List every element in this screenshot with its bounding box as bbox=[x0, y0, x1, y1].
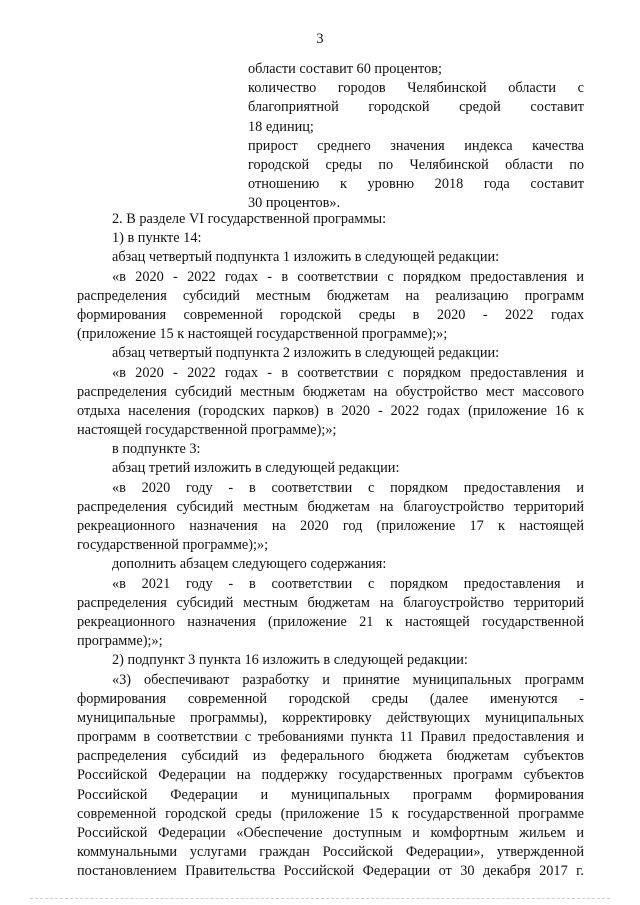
body-line: распределения субсидий местным бюджетам на реализацию программ bbox=[77, 287, 584, 304]
body-line: 1) в пункте 14: bbox=[112, 230, 202, 247]
body-line: 2) подпункт 3 пункта 16 изложить в следующей редакции: bbox=[112, 652, 468, 669]
body-line: формирования современной городской среды (далее именуются - bbox=[77, 690, 584, 707]
body-line: рекреационного назначения на 2020 год (приложение 17 к настоящей bbox=[77, 518, 584, 534]
body-line: программе);»; bbox=[77, 633, 163, 650]
quote-line: 30 процентов». bbox=[248, 195, 341, 212]
body-line: «в 2020 - 2022 годах - в соответствии с порядком предоставления и bbox=[112, 268, 584, 285]
quote-line: 18 единиц; bbox=[248, 118, 314, 135]
quote-line: городской среды по Челябинской области по bbox=[248, 156, 584, 173]
page-number: 3 bbox=[316, 31, 324, 47]
body-line: «в 2020 - 2022 годах - в соответствии с порядком предоставления и bbox=[112, 364, 584, 381]
page-bottom-edge bbox=[30, 898, 610, 899]
body-line: государственной программе);»; bbox=[77, 537, 269, 554]
body-line: рекреационного назначения (приложение 21 к настоящей государственной bbox=[77, 613, 584, 630]
body-line: абзац четвертый подпункта 2 изложить в следующей редакции: bbox=[112, 345, 500, 362]
body-line: «3) обеспечивают разработку и принятие муниципальных программ bbox=[112, 671, 584, 688]
body-line: «в 2021 году - в соответствии с порядком предоставления и bbox=[112, 575, 584, 592]
document-body bbox=[77, 210, 584, 882]
body-line: Российской Федерации на поддержку государственных программ субъектов bbox=[77, 767, 584, 784]
body-line: распределения субсидий местным бюджетам на благоустройство территорий bbox=[77, 498, 584, 515]
body-line: современной городской среды (приложение 15 к государственной программе bbox=[77, 805, 584, 822]
quote-line: отношению к уровню 2018 года составит bbox=[248, 176, 584, 193]
body-line: дополнить абзацем следующего содержания: bbox=[112, 556, 387, 573]
quote-line: области составит 60 процентов; bbox=[248, 61, 442, 77]
body-line: Российской Федерации «Обеспечение доступным и комфортным жильем и bbox=[77, 825, 584, 841]
body-line: в подпункте 3: bbox=[112, 441, 201, 458]
quote-line: благоприятной городской средой составит bbox=[248, 99, 584, 116]
body-line: отдыха населения (городских парков) в 2020 - 2022 годах (приложение 16 к bbox=[77, 402, 584, 419]
quoted-paragraph bbox=[248, 60, 584, 214]
body-line: абзац четвертый подпункта 1 изложить в следующей редакции: bbox=[112, 249, 500, 266]
body-line: настоящей государственной программе);»; bbox=[77, 422, 337, 439]
body-line: 2. В разделе VI государственной программы: bbox=[112, 211, 387, 227]
body-line: Российской Федерации и муниципальных программ формирования bbox=[77, 786, 584, 803]
quote-line: прирост среднего значения индекса качества bbox=[248, 137, 584, 154]
body-line: формирования современной городской среды в 2020 - 2022 годах bbox=[77, 306, 584, 323]
body-line: постановлением Правительства Российской Федерации от 30 декабря 2017 г. bbox=[77, 863, 584, 880]
body-line: (приложение 15 к настоящей государственной программе);»; bbox=[77, 326, 448, 343]
body-line: распределения субсидий из федерального бюджета бюджетам субъектов bbox=[77, 748, 584, 765]
body-line: программ в соответствии с требованиями пункта 11 Правил предоставления и bbox=[77, 729, 584, 746]
body-line: муниципальные программы), корректировку действующих муниципальных bbox=[77, 709, 584, 726]
body-line: «в 2020 году - в соответствии с порядком предоставления и bbox=[112, 479, 584, 496]
body-line: коммунальными услугами граждан Российской Федерации», утвержденной bbox=[77, 844, 584, 861]
body-line: распределения субсидий местным бюджетам на благоустройство территорий bbox=[77, 594, 584, 611]
body-line: распределения субсидий местным бюджетам на обустройство мест массового bbox=[77, 383, 584, 400]
body-line: абзац третий изложить в следующей редакции: bbox=[112, 460, 400, 477]
quote-line: количество городов Челябинской области с bbox=[248, 80, 584, 97]
